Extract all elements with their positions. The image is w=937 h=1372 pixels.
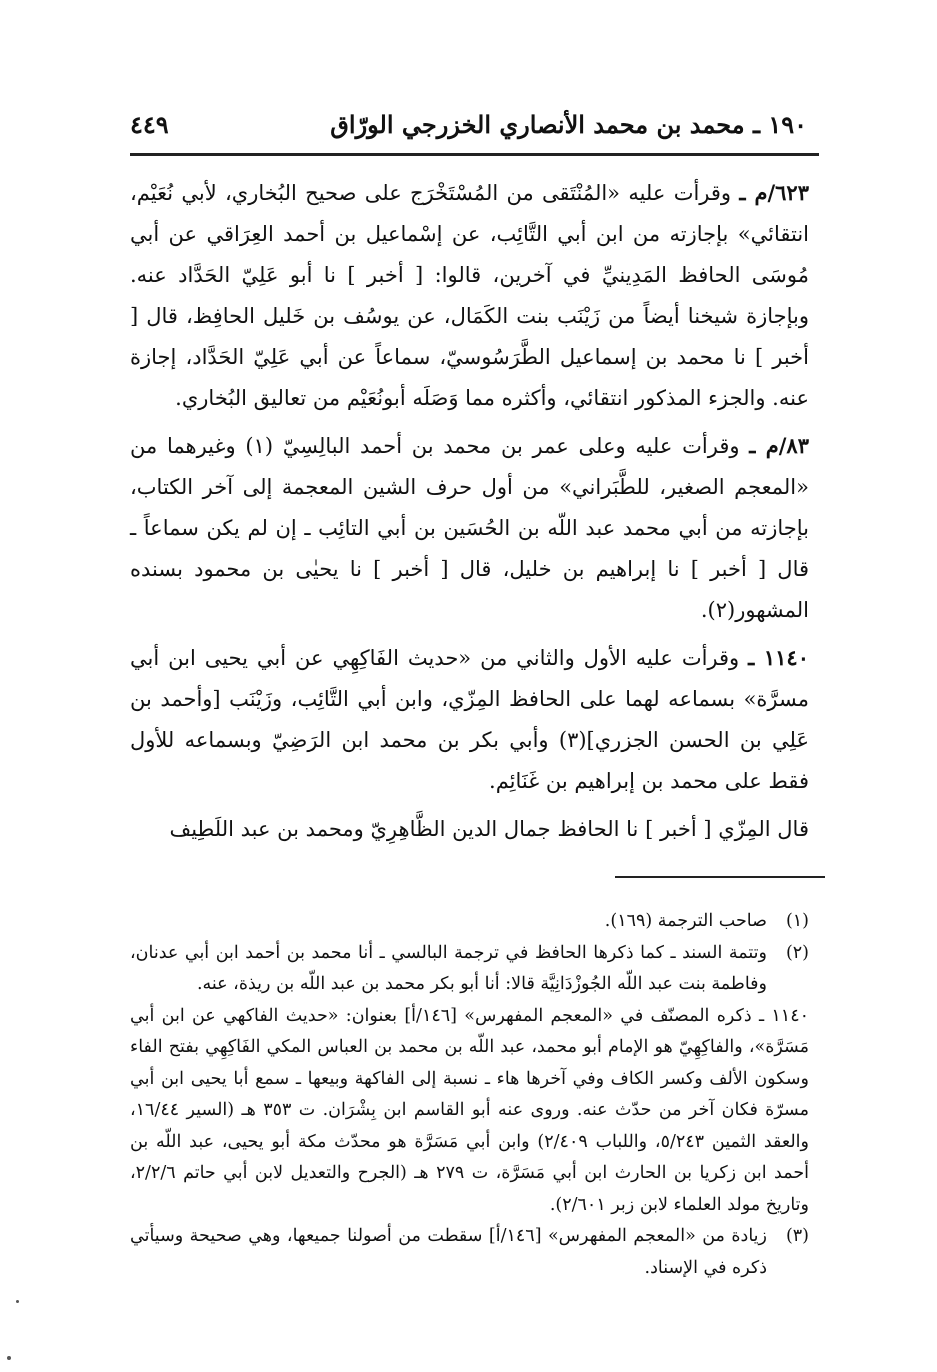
paragraph-text: وقرأت عليه وعلى عمر بن محمد بن أحمد البالِسِيّ (١) وغيرهما من «المعجم الصغير، للطَّبَراني» من أول حرف الشين المعجمة إلى آخر الكتاب، بإجازته من أبي محمد عبد اللّه بن الحُسَين بن أبي التائِب ـ إن لم يكن سماعاً ـ قال [ أخبر ] نا إبراهيم بن خليل، قال [ أخبر ] نا يحيٰى بن محمود بسنده المشهور(٢).	[130, 434, 809, 622]
footnote-text: صاحب الترجمة (١٦٩).	[604, 911, 767, 931]
footnote	[130, 906, 809, 938]
footnote	[130, 1221, 809, 1284]
footnote-text: زيادة من «المعجم المفهرس» [١٤٦/أ] سقطت من أصولنا جميعها، وهي صحيحة وسيأتي ذكره في الإسناد.	[130, 1226, 767, 1278]
footnotes	[130, 906, 809, 1284]
entry-number: ١١٤٠ ـ	[748, 645, 809, 670]
entry-number: ٨٣/م ـ	[749, 433, 809, 458]
paragraph	[130, 172, 809, 419]
footnote-marker: (١)	[785, 911, 809, 931]
footnote-text: وتتمة السند ـ كما ذكرها الحافظ في ترجمة البالسي ـ أنا محمد بن أحمد ابن أبي عدنان، وفاطمة بنت عبد اللّه الجُوزْدَانِيَّة قالا: أنا أبو بكر محمد بن عبد اللّه بن ريذة، عنه.	[130, 942, 767, 994]
scan-speck	[16, 1300, 19, 1303]
entry-number: ٦٢٣/م ـ	[739, 180, 809, 205]
page-number: ٤٤٩	[130, 109, 169, 139]
paragraph-text: قال المِزّي [ أخبر ] نا الحافظ جمال الدين الظَّاهِرِيّ ومحمد بن عبد اللَطِيف	[169, 817, 809, 841]
running-header	[130, 104, 807, 144]
paragraph	[130, 637, 809, 802]
main-text	[130, 172, 809, 856]
running-title: ١٩٠ ـ محمد بن محمد الأنصاري الخزرجي الورّاق	[330, 109, 807, 139]
footnote	[130, 938, 809, 1001]
paragraph	[130, 425, 809, 631]
footnote-marker: (٢)	[785, 942, 809, 963]
paragraph	[130, 808, 809, 850]
scan-speck	[7, 1356, 11, 1360]
paragraph-text: وقرأت عليه الأول والثاني من «حديث الفَاكِهِي عن أبي يحيى ابن أبي مسرَّة» بسماعه لهما على الحافظ المِزّي، وابن أبي التَّائِب، وزَيْنَب [وأحمد بن عَلِي بن الحسن الجزري](٣) وأبي بكر بن محمد ابن الرَضِيّ وبسماعه للأول فقط على محمد بن إبراهيم بن غَنَائِم.	[130, 646, 809, 793]
footnote	[130, 1001, 809, 1222]
footnote-marker: (٣)	[785, 1226, 809, 1246]
paragraph-text: وقرأت عليه «المُنْتَقى من المُسْتَخْرَج على صحيح البُخاري، لأبي نُعَيْم، انتقائي» بإجازته من ابن أبي التَّائِب، عن إسْماعيل بن أحمد العِرَاقي عن أبي مُوسَى الحافظ المَدِينيِّ في آخرين، قالوا: [ أخبر ] نا أبو عَلِيّ الحَدَّاد عنه. وبإجازة شيخنا أيضاً من زَيْنَب بنت الكَمَال، عن يوسُف بن خَليل الحافِظ، قال [ أخبر ] نا محمد بن إسماعيل الطَّرَسُوسيّ، سماعاً عن أبي عَلِيّ الحَدَّاد، إجازة عنه. والجزء المذكور انتقائي، وأكثره مما وَصَلَه أبونُعَيْم من تعاليق البُخاري.	[130, 181, 809, 410]
footnote-separator	[615, 876, 825, 878]
header-rule	[130, 153, 819, 156]
footnote-text: ١١٤٠ ـ ذكره المصنّف في «المعجم المفهرس» [١٤٦/أ] بعنوان: «حديث الفاكهي عن ابن أبي مَسَرَّة»، والفاكِهِيّ هو الإمام أبو محمد، عبد اللّه بن محمد بن العباس المكي الفَاكِهِي بفتح الفاء وسكون الألف وكسر الكاف وفي آخرها هاء ـ نسبة إلى الفاكهة وبيعها ـ سمع أبا يحيى ابن أبي مسرّة فكان آخر من حدّث عنه. وروى عنه أبو القاسم ابن بِشْرَان. ت ٣٥٣ هـ (السير ١٦/٤٤، والعقد الثمين ٥/٢٤٣، واللباب ٢/٤٠٩) وابن أبي مَسَرَّة هو محدّث مكة أبو يحيى، عبد اللّه بن أحمد ابن زكريا بن الحارث ابن أبي مَسَرَّة، ت ٢٧٩ هـ (الجرح والتعديل لابن أبي حاتم ٢/٢/٦، وتاريخ مولد العلماء لابن زبر ٢/٦٠١).	[130, 1005, 809, 1215]
